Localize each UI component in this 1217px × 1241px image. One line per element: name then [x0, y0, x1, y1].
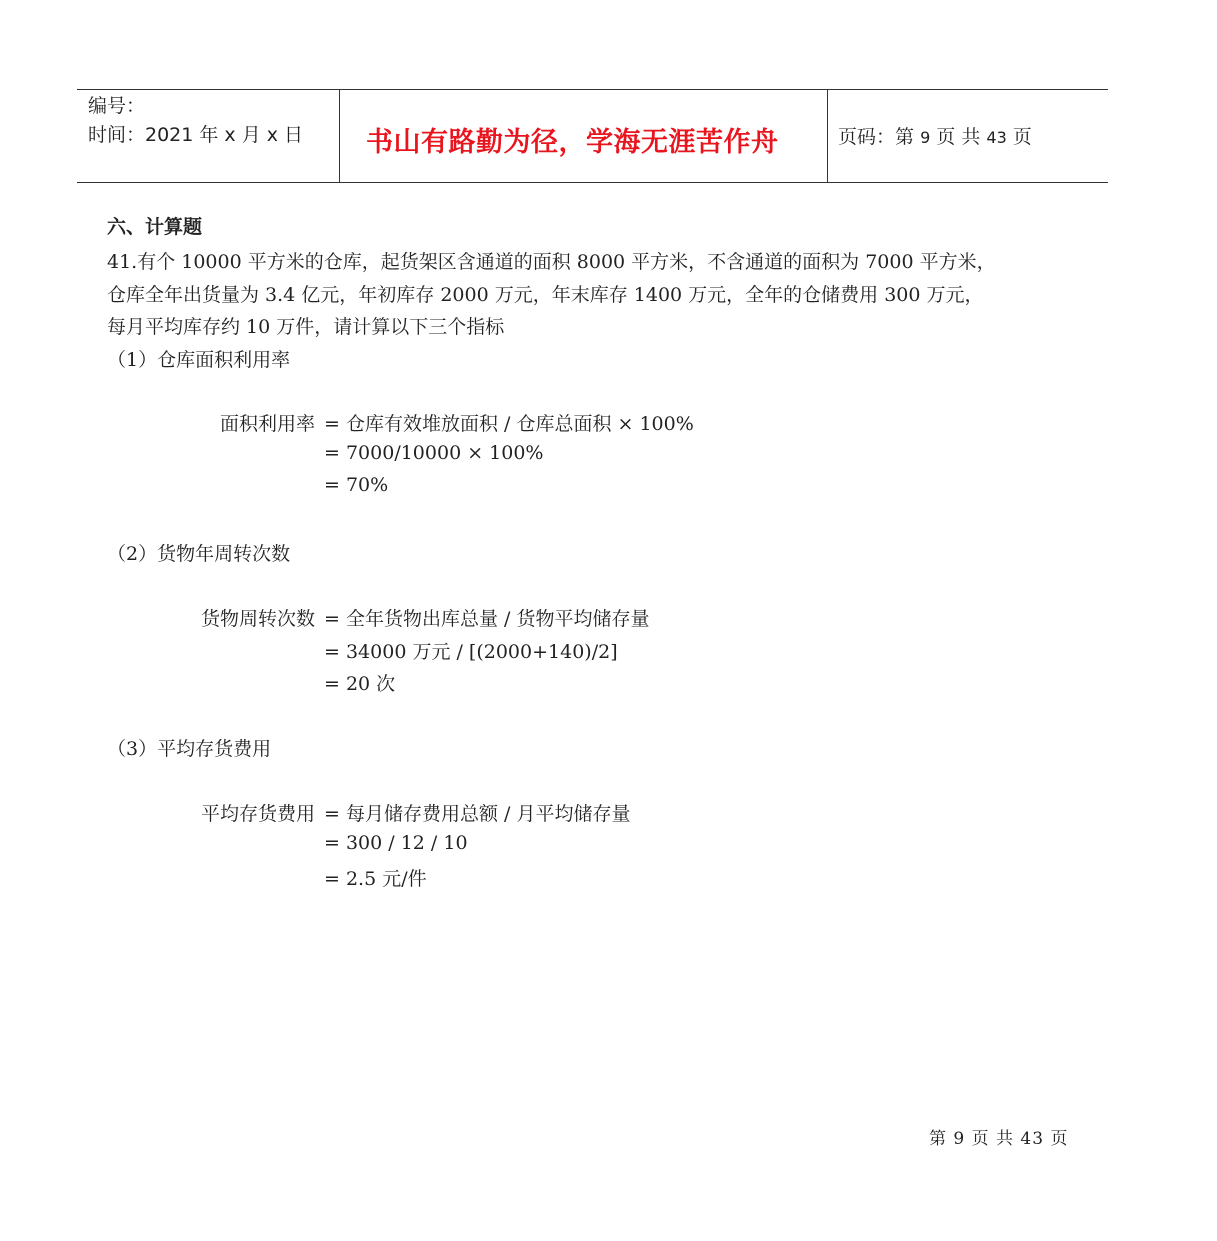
formula-line: = 70%: [324, 474, 389, 496]
formula-line: = 300 / 12 / 10: [324, 832, 468, 854]
formula-lhs: 货物周转次数: [200, 608, 315, 630]
time-label: 时间：2021 年 x 月 x 日: [88, 124, 304, 146]
document-header: [77, 89, 1108, 183]
formula-line: = 7000/10000 × 100%: [324, 442, 544, 464]
problem-line: 每月平均库存约 10 万件，请计算以下三个指标: [107, 316, 505, 338]
formula-line: = 2.5 元/件: [324, 868, 427, 890]
problem-line: 仓库全年出货量为 3.4 亿元，年初库存 2000 万元，年末库存 1400 万元，全年的仓储费用 300 万元，: [107, 284, 984, 306]
page-indicator: [838, 122, 1032, 149]
section-title: 六、计算题: [107, 216, 203, 238]
formula-lhs: 平均存货费用: [200, 803, 315, 825]
problem-line: 41.有个 10000 平方米的仓库，起货架区含通道的面积 8000 平方米，不含通道的面积为 7000 平方米，: [107, 251, 996, 273]
header-meta-cell: [77, 90, 340, 182]
page-prefix: 页码：第: [838, 126, 915, 148]
formula-line: = 每月储存费用总额 / 月平均储存量: [324, 803, 631, 825]
header-page-cell: [828, 90, 1108, 182]
page-current: 9: [920, 128, 931, 147]
page-total: 43: [986, 128, 1007, 147]
formula-line: = 20 次: [324, 673, 396, 695]
formula-line: = 34000 万元 / [(2000+140)/2]: [324, 641, 618, 663]
part-heading: （3）平均存货费用: [107, 738, 272, 760]
part-heading: （2）货物年周转次数: [107, 543, 291, 565]
page-mid: 页 共: [936, 126, 981, 148]
part-heading: （1）仓库面积利用率: [107, 349, 291, 371]
page-suffix: 页: [1012, 126, 1032, 148]
header-motto-cell: [339, 90, 828, 182]
page-footer: 第 9 页 共 43 页: [929, 1129, 1069, 1149]
formula-lhs: 面积利用率: [219, 413, 315, 435]
formula-line: = 仓库有效堆放面积 / 仓库总面积 × 100%: [324, 413, 694, 435]
motto: 书山有路勤为径，学海无涯苦作舟: [366, 127, 779, 158]
number-label: 编号：: [88, 95, 146, 117]
formula-line: = 全年货物出库总量 / 货物平均储存量: [324, 608, 650, 630]
